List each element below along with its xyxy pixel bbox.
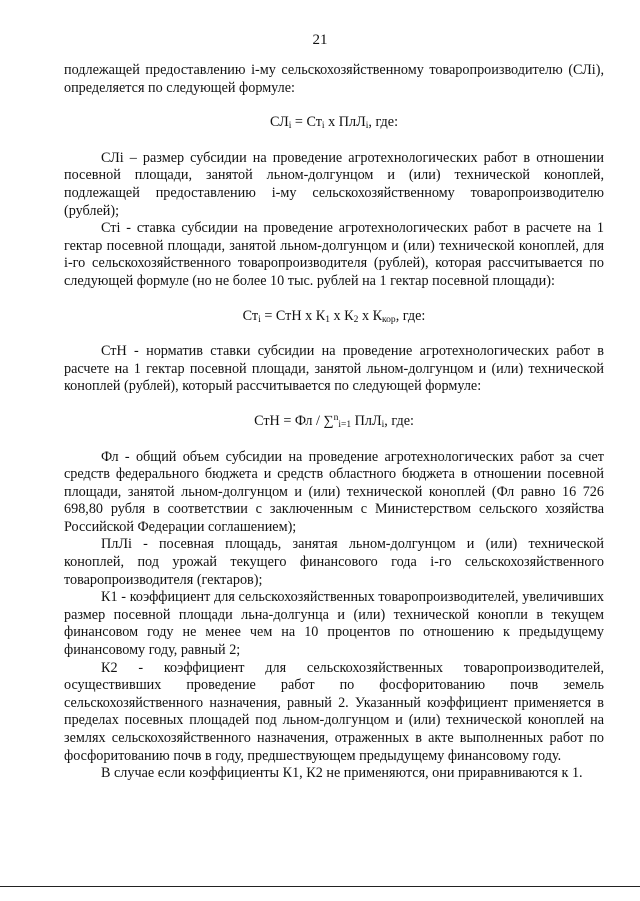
page-number: 21 (312, 32, 328, 48)
bottom-divider (0, 886, 640, 887)
document-body (64, 62, 604, 783)
paragraph-k1-definition: К1 - коэффициент для сельскохозяйственных товаропроизводителей, увеличивших размер посевной площади льна-долгунца и (или) технической конопли в текущем финансовом году не менее чем на 10 процентов по отношению к предыдущему финансовому году, равный 2; (64, 589, 604, 659)
paragraph-coefficients-note: В случае если коэффициенты К1, К2 не применяются, они приравниваются к 1. (101, 765, 583, 782)
paragraph-sl-definition: СЛi – размер субсидии на проведение агротехнологических работ в отношении посевной площади, занятой льном-долгунцом и (или) технической коноплей, подлежащей предоставлению i-му сельскохозяйственному товаропроизводителю (рублей); (64, 149, 604, 219)
paragraph-stn-definition: СтН - норматив ставки субсидии на проведение агротехнологических работ в расчете на 1 гектар посевной площади, занятой льном-долгунцом и (или) технической коноплей (рублей), который рассчитывается по следующей формуле: (64, 343, 604, 395)
paragraph-fl-definition: Фл - общий объем субсидии на проведение агротехнологических работ за счет средств федерального бюджета и средств областного бюджета в отношении посевной площади, занятой льном-долгунцом и (или) технической коноплей (Фл равно 16 726 698,80 рубля в соответствии с заключенным с Министерством сельского хозяйства Российской Федерации соглашением); (64, 448, 604, 535)
formula-st: $Ст_i$ = СтН х $К_1$ х $К_2$ х $К_{кор}$, где: (242, 307, 426, 325)
paragraph-st-definition: Стi - ставка субсидии на проведение агротехнологических работ в расчете на 1 гектар посевной площади, занятой льном-долгунцом и (или) технической коноплей, для i-го сельскохозяйственного товаропроизводителя (рублей), которая рассчитывается по следующей формуле (но не более 10 тыс. рублей на 1 гектар посевной площади): (64, 220, 604, 289)
formula-sl: $СЛ_i = Ст_i$ х ПлЛ$_i$, где: (269, 114, 399, 132)
formula-stn: СтН = Фл / ∑$^n_{i=1}$ ПлЛ$_i$, где: (254, 412, 414, 430)
paragraph-pll-definition: ПлЛi - посевная площадь, занятая льном-долгунцом и (или) технической коноплей, под урожай текущего финансового года i-го сельскохозяйственного товаропроизводителя (гектаров); (64, 536, 604, 588)
paragraph-k2-definition: К2 - коэффициент для сельскохозяйственных товаропроизводителей, осуществивших проведение работ по фосфоритованию почв земель сельскохозяйственного назначения, равный 2. Указанный коэффициент применяется в пределах посевных площадей под льном-долгунцом и (или) технической коноплей на землях сельскохозяйственного назначения, отраженных в акте выполненных работ по фосфоритованию почв в году, предшествующем предыдущему финансовому году. (64, 659, 604, 764)
paragraph-intro: подлежащей предоставлению i-му сельскохозяйственному товаропроизводителю (СЛi), определяется по следующей формуле: (64, 62, 604, 96)
